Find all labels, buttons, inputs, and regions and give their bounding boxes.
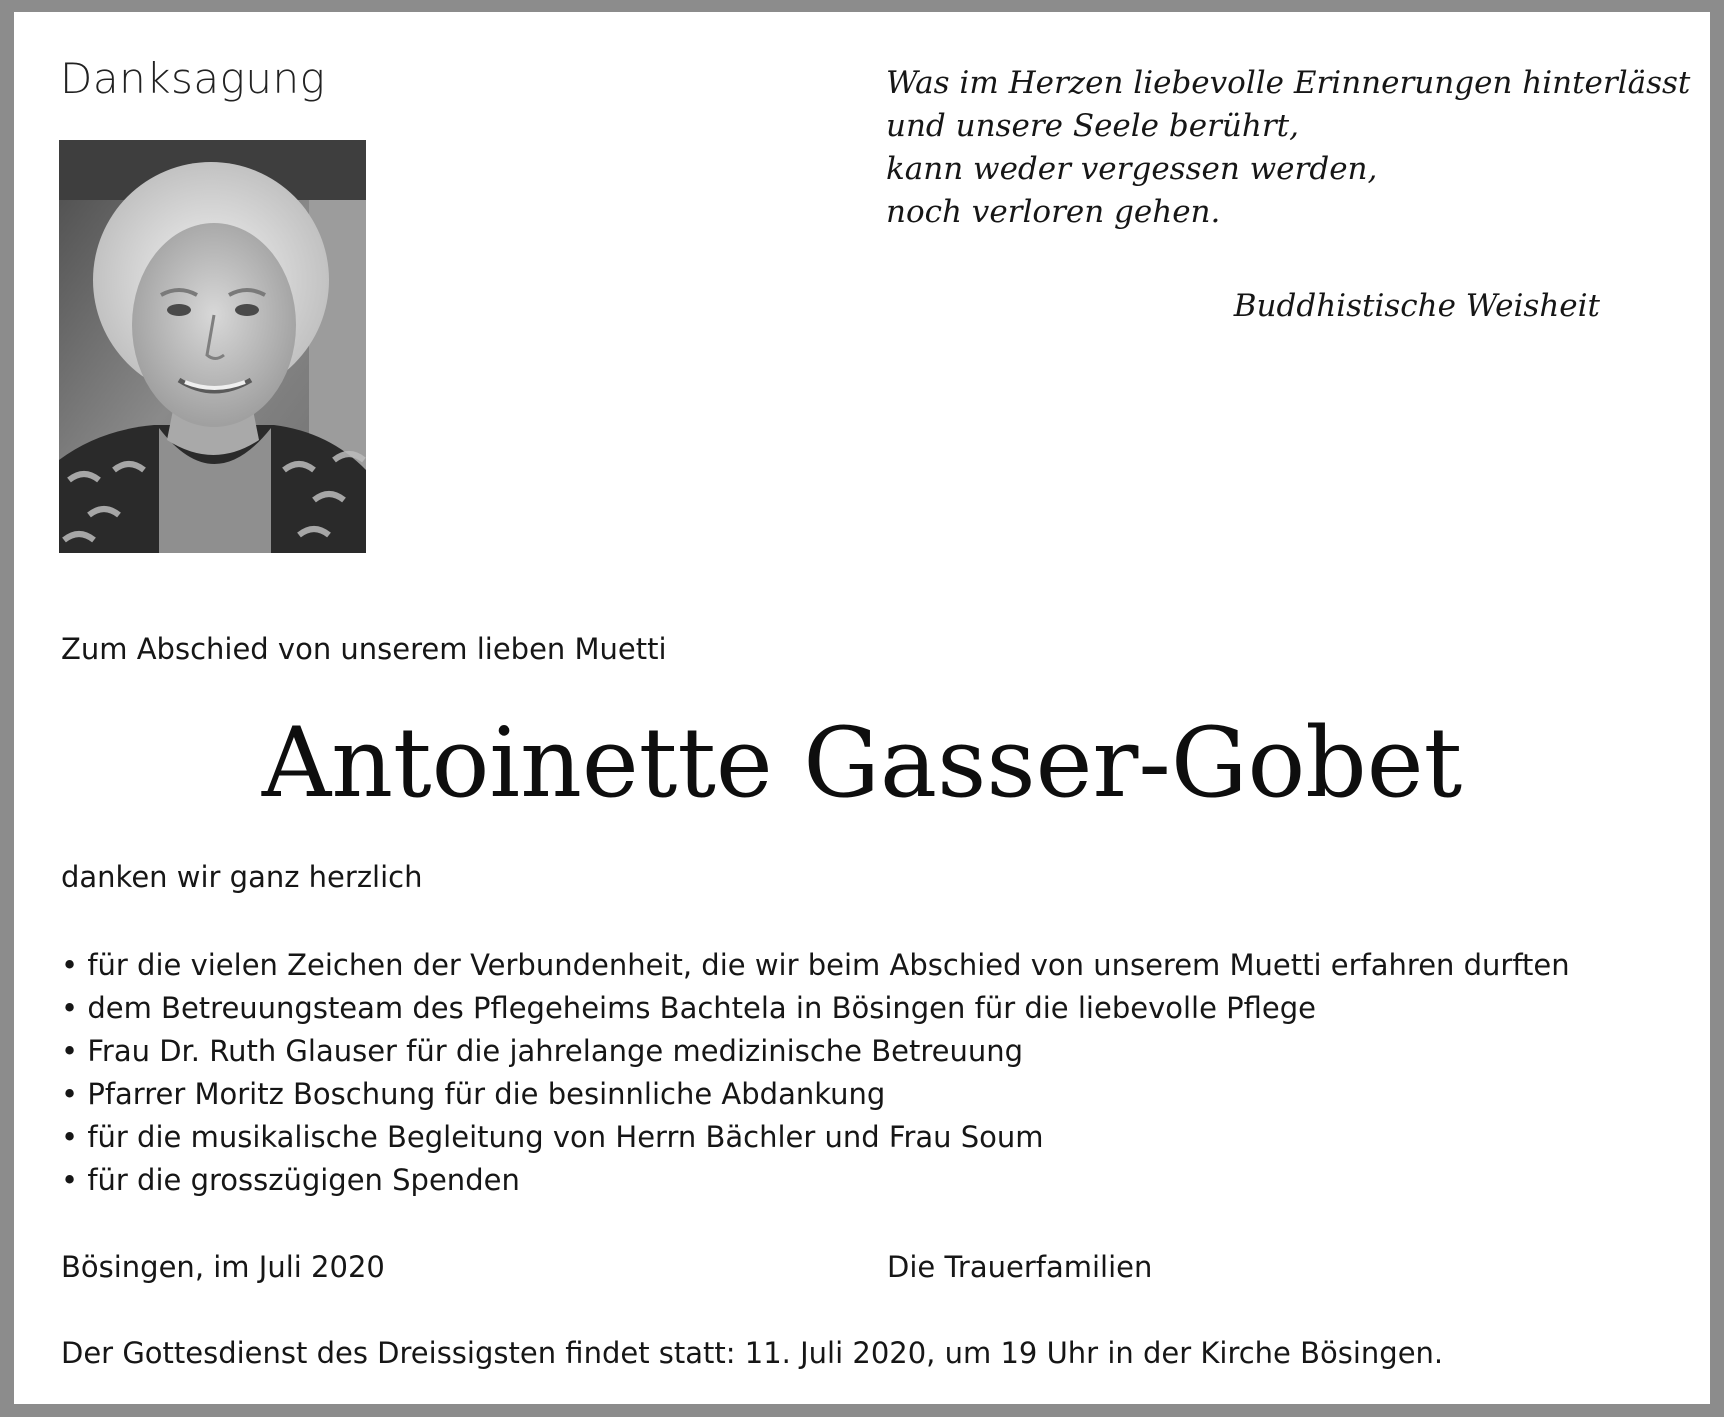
quote-line: und unsere Seele berührt, xyxy=(886,108,1299,144)
place-date: Bösingen, im Juli 2020 xyxy=(61,1250,385,1284)
list-item: • für die grosszügigen Spenden xyxy=(61,1159,1570,1202)
list-item: • für die musikalische Begleitung von Herrn Bächler und Frau Soum xyxy=(61,1116,1570,1159)
quote-line: Was im Herzen liebevolle Erinnerungen hinterlässt xyxy=(886,65,1691,101)
signature: Die Trauerfamilien xyxy=(887,1250,1153,1284)
list-item: • Pfarrer Moritz Boschung für die besinnliche Abdankung xyxy=(61,1073,1570,1116)
quote-source: Buddhistische Weisheit xyxy=(1233,288,1600,324)
list-item: • dem Betreuungsteam des Pflegeheims Bachtela in Bösingen für die liebevolle Pflege xyxy=(61,987,1570,1030)
farewell-intro: Zum Abschied von unserem lieben Muetti xyxy=(61,632,667,666)
list-item: • für die vielen Zeichen der Verbundenheit, die wir beim Abschied von unserem Muetti erfahren durften xyxy=(61,944,1570,987)
memorial-quote xyxy=(886,62,1691,234)
quote-line: kann weder vergessen werden, xyxy=(886,151,1378,187)
quote-line: noch verloren gehen. xyxy=(886,194,1221,230)
deceased-name: Antoinette Gasser-Gobet xyxy=(261,707,1463,819)
thanks-intro: danken wir ganz herzlich xyxy=(61,860,423,894)
thanks-list xyxy=(61,944,1570,1202)
list-item: • Frau Dr. Ruth Glauser für die jahrelange medizinische Betreuung xyxy=(61,1030,1570,1073)
obituary-notice xyxy=(14,12,1710,1404)
service-announcement: Der Gottesdienst des Dreissigsten findet statt: 11. Juli 2020, um 19 Uhr in der Kirche Bösingen. xyxy=(61,1336,1444,1370)
notice-heading: Danksagung xyxy=(60,54,326,103)
portrait-photo xyxy=(59,140,366,553)
